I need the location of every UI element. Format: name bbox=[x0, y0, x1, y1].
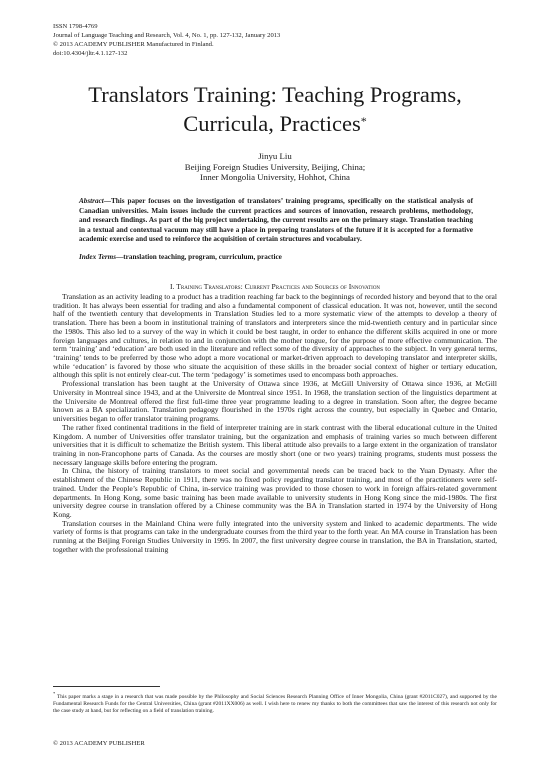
paper-title bbox=[40, 80, 510, 138]
abstract-text: —This paper focuses on the investigation of translators’ training programs, specifically on the statistical analysis of Canadian universities. Main issues include the current practices and sources of innovation, research problems, methodology, and research findings. As part of the big project undertaking, the current results are on the primary stage. Translation teaching in a textual and contextual vacuum may still have a place in preparing translators of the future if it is accepted for a formative academic exercise and used to reinforce the acquisition of certain structures and vocabulary. bbox=[79, 197, 473, 244]
page-footer: © 2013 ACADEMY PUBLISHER bbox=[53, 740, 145, 747]
body-paragraph: Professional translation has been taught at the University of Ottawa since 1936, at McGill University of Ottawa since 1936, at McGill University in Montreal since 1943, and at the Universite de Montreal since 1951. In 1968, the translation section of the linguistics department at the Universite de Montreal offered the first full-time three year programme leading to a degree in translation. Soon after, the degree became known as a BA specialization. Translation pedagogy flourished in the 1970s right across the country, but especially in Quebec and Ontario, universities began to offer translator training programs. bbox=[53, 379, 497, 424]
body-text bbox=[53, 293, 497, 555]
footnote bbox=[53, 690, 497, 715]
title-line-1: Translators Training: Teaching Programs, bbox=[88, 82, 462, 107]
title-line-2: Curricula, Practices bbox=[183, 111, 361, 136]
section-number: I. bbox=[169, 282, 175, 291]
copyright-line: © 2013 ACADEMY PUBLISHER Manufactured in Finland. bbox=[53, 41, 214, 48]
body-paragraph: Translation courses in the Mainland China were fully integrated into the university system and linked to academic departments. The wide variety of forms is that programs can take in the undergraduate courses from the third year to the forth year. An MA course in Translation has been running at the Beijing Foreign Studies University in 1995. In 2007, the first university degree course in translation, the BA in Translation, started, together with the professional training bbox=[53, 518, 497, 554]
author-name: Jinyu Liu bbox=[258, 151, 292, 161]
body-paragraph: In China, the history of training translators to meet social and governmental needs can be traced back to the Yuan Dynasty. After the establishment of the Chinese Republic in 1911, there was no fixed policy regarding translator training, and most of the practitioners were self-trained. Under the People’s Republic of China, in-service training was provided to those chosen to work in foreign affairs-related government departments. In Hong Kong, some basic training has been made available to university students in Hong Kong since the mid-1980s. The first university degree course in translation offered by a Chinese community was the BA in Translation started in 1974 by the University of Hong Kong. bbox=[53, 466, 497, 519]
footnote-divider bbox=[53, 686, 160, 687]
author-affiliation-2: Inner Mongolia University, Hohhot, China bbox=[200, 172, 350, 182]
abstract-label: Abstract bbox=[79, 197, 104, 205]
body-paragraph: Translation as an activity leading to a product has a tradition reaching far back to the beginnings of recorded history and beyond that to the oral tradition. It has always been essential for trading and also a fundamental component of classical education. It was not, however, until the second half of the twentieth century that developments in Translation Studies led to a more systematic view of the attempts to develop a theory of translation. There has been a boom in institutional training of translators and interpreters since the mid-twentieth century and in particular since the 1980s. This also led to a survey of the way in which it could be best taught, in order to enhance the different skills acquired in one or more foreign languages and cultures, in relation to and in conjunction with the mother tongue, for the purpose of more effective communication. The term ‘training’ and ‘education’ are both used in the literature and reflect some of the diversity of approaches to the subject. In very general terms, ‘training’ tends to be preferred by those who adopt a more vocational or market-driven approach to developing translator and interpreter skills, while ‘education’ is favored by those who situate the acquisition of these skills in the broader social context of higher or tertiary education, although this split is not entirely clear-cut. The term ‘pedagogy’ is sometimes used to encompass both approaches. bbox=[53, 292, 497, 380]
doi: doi:10.4304/jltr.4.1.127-132 bbox=[53, 50, 128, 57]
section-heading bbox=[40, 282, 510, 292]
footnote-marker: * bbox=[53, 691, 56, 696]
index-terms-label: Index Terms bbox=[79, 253, 117, 261]
section-title: Training Translators: Current Practices and Sources of Innovation bbox=[176, 282, 381, 291]
body-paragraph: The rather fixed continental traditions in the field of interpreter training are in stark contrast with the liberal educational culture in the United Kingdom. A number of Universities offer translator training, but the organization and emphasis of training varies so much between different universities that it is difficult to schematize the British system. This liberal attitude also prevails to a large extent in the organization of translator training in non-Francophone parts of Canada. As the courses are mostly short (one or two years) training programs, students must possess the necessary language skills before entering the program. bbox=[53, 422, 497, 467]
footnote-text: This paper marks a stage in a research that was made possible by the Philosophy and Social Sciences Research Planning Office of Inner Mongolia, China (grant #2011C027), and supported by the Fundamental Research Funds for the Central Universities, China (grant #2011XX006) as well. I wish here to renew my thanks to both the committees that saw the interest of this research not only for the case study at hand, but for reflecting on a field of translation training. bbox=[53, 693, 497, 715]
index-terms bbox=[79, 253, 473, 263]
index-terms-text: —translation teaching, program, curriculum, practice bbox=[116, 253, 282, 261]
abstract bbox=[79, 197, 473, 245]
title-footnote-marker: * bbox=[360, 114, 367, 128]
author-affiliation-1: Beijing Foreign Studies University, Beijing, China; bbox=[184, 161, 366, 172]
journal-citation: Journal of Language Teaching and Research, Vol. 4, No. 1, pp. 127-132, January 2013 bbox=[53, 32, 281, 39]
issn: ISSN 1798-4769 bbox=[53, 23, 98, 30]
author-block bbox=[40, 151, 510, 183]
journal-header bbox=[53, 22, 493, 58]
